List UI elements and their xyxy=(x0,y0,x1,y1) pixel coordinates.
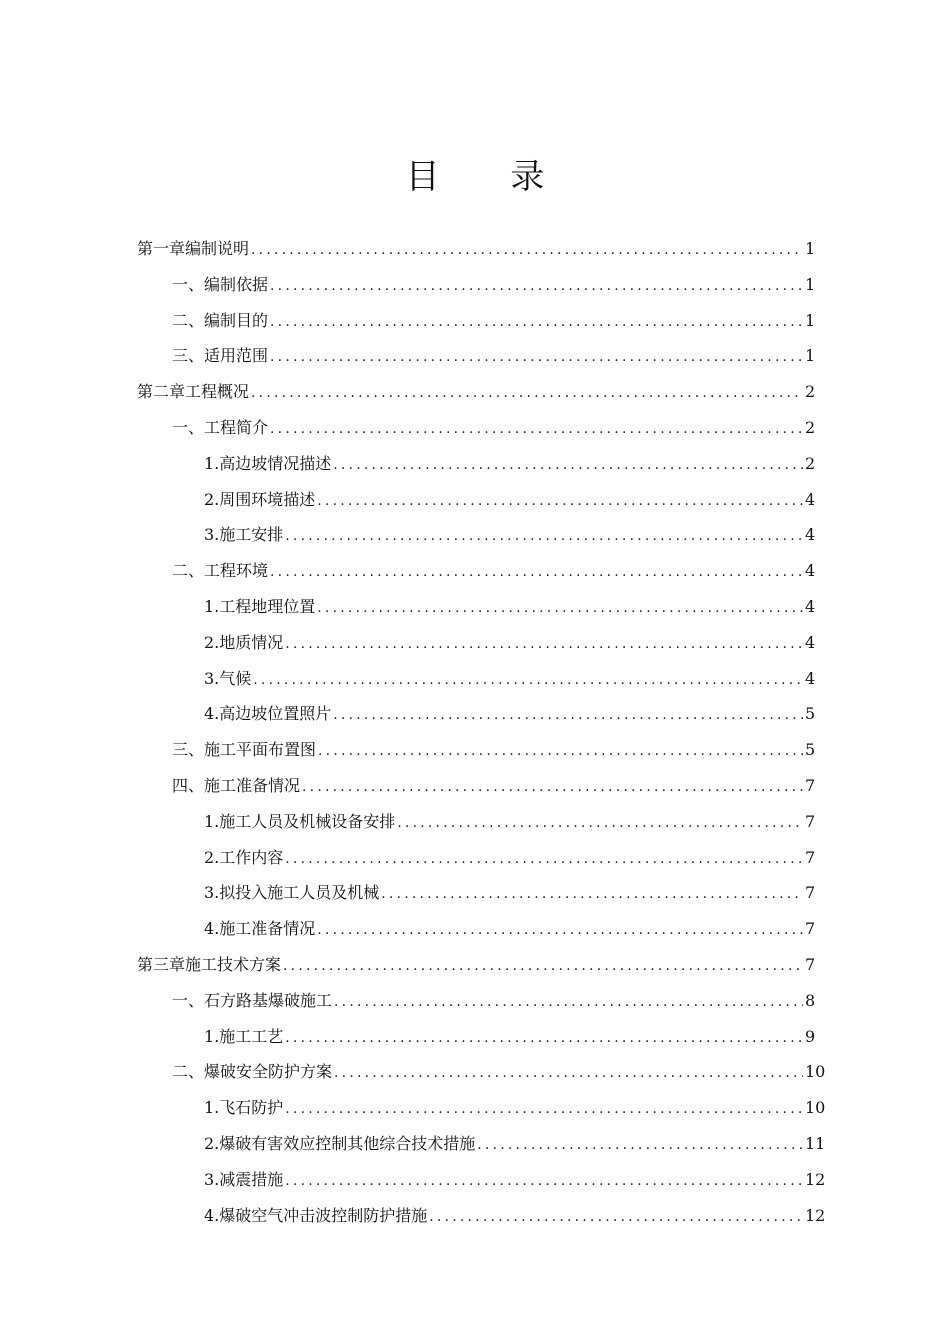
toc-dot-leader xyxy=(318,733,803,769)
toc-entry-number: 4. xyxy=(204,704,220,724)
toc-page-number: 4 xyxy=(805,561,816,581)
toc-page-number: 1 xyxy=(805,346,816,366)
toc-dot-leader xyxy=(251,375,803,411)
toc-dot-leader xyxy=(333,447,803,483)
toc-entry-number: 2. xyxy=(204,1134,220,1153)
toc-entry[interactable] xyxy=(204,589,815,625)
toc-entry-label: 高边坡位置照片 xyxy=(219,704,332,724)
toc-entry-number: 4. xyxy=(204,1205,220,1225)
toc-entry-number: 3. xyxy=(204,668,220,688)
toc-entry[interactable] xyxy=(204,696,815,732)
toc-entry-label: 编制目的 xyxy=(204,310,269,330)
toc-entry-number: 2. xyxy=(204,632,220,652)
toc-entry-number: 三、 xyxy=(172,346,205,366)
toc-dot-leader xyxy=(270,268,803,304)
toc-page-number: 2 xyxy=(805,382,816,402)
toc-entry[interactable] xyxy=(172,768,815,804)
toc-entry[interactable] xyxy=(204,625,815,661)
toc-entry[interactable] xyxy=(172,983,815,1019)
toc-entry-label: 爆破空气冲击波控制防护措施 xyxy=(219,1205,428,1225)
toc-page-number: 7 xyxy=(805,883,816,903)
toc-page-number: 4 xyxy=(805,597,816,616)
toc-entry-number: 2. xyxy=(204,489,220,509)
toc-dot-leader xyxy=(302,769,803,805)
toc-dot-leader xyxy=(285,841,803,877)
toc-entry[interactable] xyxy=(204,911,815,947)
toc-entry[interactable] xyxy=(137,947,815,983)
toc-entry-label: 工程简介 xyxy=(204,418,269,437)
toc-entry-number: 3. xyxy=(204,883,220,903)
toc-entry[interactable] xyxy=(172,267,815,303)
toc-entry-label: 施工准备情况 xyxy=(204,776,301,795)
toc-dot-leader xyxy=(317,912,803,948)
toc-page-number: 1 xyxy=(805,310,816,330)
toc-title: 目 录 xyxy=(405,157,575,197)
toc-entry[interactable] xyxy=(204,661,815,697)
toc-page-number: 4 xyxy=(805,668,816,688)
toc-entry[interactable] xyxy=(204,875,815,911)
toc-entry-label: 施工准备情况 xyxy=(219,919,316,939)
toc-page-number: 7 xyxy=(805,776,816,795)
toc-entry-label: 高边坡情况描述 xyxy=(219,453,332,473)
toc-page-number: 7 xyxy=(805,919,816,939)
toc-entry-label: 施工平面布置图 xyxy=(204,740,317,760)
toc-entry-number: 3. xyxy=(204,525,220,545)
toc-page-number: 1 xyxy=(805,239,816,258)
toc-entry-number: 3. xyxy=(204,1169,220,1189)
toc-entry-label: 石方路基爆破施工 xyxy=(204,990,333,1010)
toc-page-number: 7 xyxy=(805,847,816,867)
toc-entry-label: 工程环境 xyxy=(204,561,269,581)
toc-entry[interactable] xyxy=(172,303,815,339)
toc-page-number: 8 xyxy=(805,990,816,1010)
toc-dot-leader xyxy=(285,1091,803,1127)
toc-entry-label: 施工技术方案 xyxy=(185,955,282,974)
toc-entry-label: 飞石防护 xyxy=(219,1098,284,1118)
toc-entry-number: 4. xyxy=(204,919,220,939)
toc-entry[interactable] xyxy=(204,840,815,876)
toc-entry-label: 工作内容 xyxy=(219,847,284,867)
toc-entry[interactable] xyxy=(172,410,815,446)
toc-dot-leader xyxy=(270,339,803,375)
toc-entry[interactable] xyxy=(137,374,815,410)
toc-dot-leader xyxy=(397,805,803,841)
toc-entry-label: 拟投入施工人员及机械 xyxy=(219,883,380,903)
toc-entry-number: 1. xyxy=(204,453,220,473)
toc-entry-label: 编制依据 xyxy=(204,274,269,294)
toc-entry-number: 一、 xyxy=(172,990,205,1010)
toc-entry-number: 二、 xyxy=(172,1062,205,1082)
toc-entry-label: 工程地理位置 xyxy=(219,597,316,616)
toc-page-number: 7 xyxy=(805,811,816,831)
toc-page-number: 4 xyxy=(805,632,816,652)
toc-entry-label: 爆破有害效应控制其他综合技术措施 xyxy=(219,1134,476,1153)
toc-entry[interactable] xyxy=(204,1162,826,1198)
toc-dot-leader xyxy=(317,590,803,626)
toc-entry-label: 编制说明 xyxy=(185,239,250,258)
toc-chapter-number: 第三章 xyxy=(137,955,186,974)
toc-dot-leader xyxy=(251,232,803,268)
toc-dot-leader xyxy=(333,697,803,733)
toc-entry[interactable] xyxy=(204,482,815,518)
toc-dot-leader xyxy=(334,1055,803,1091)
toc-entry[interactable] xyxy=(172,338,815,374)
toc-entry[interactable] xyxy=(137,231,815,267)
toc-dot-leader xyxy=(283,948,803,984)
toc-dot-leader xyxy=(317,483,803,519)
toc-entry[interactable] xyxy=(204,446,815,482)
toc-entry-label: 施工安排 xyxy=(219,525,284,545)
toc-page-number: 7 xyxy=(805,955,816,974)
toc-entry-number: 四、 xyxy=(172,776,205,795)
toc-page-number: 5 xyxy=(805,740,816,760)
toc-page-number: 9 xyxy=(805,1026,816,1046)
toc-entry-number: 1. xyxy=(204,811,220,831)
toc-dot-leader xyxy=(285,626,803,662)
toc-dot-leader xyxy=(270,554,803,590)
toc-entry-number: 1. xyxy=(204,597,220,616)
toc-entry-label: 地质情况 xyxy=(219,632,284,652)
toc-entry[interactable] xyxy=(172,1054,826,1090)
toc-dot-leader xyxy=(285,518,803,554)
toc-entry-label: 气候 xyxy=(219,668,252,688)
toc-entry[interactable] xyxy=(204,1019,815,1055)
toc-dot-leader xyxy=(253,662,803,698)
toc-page-number: 10 xyxy=(805,1062,826,1082)
toc-page-number: 4 xyxy=(805,489,816,509)
toc-chapter-number: 第一章 xyxy=(137,239,186,258)
toc-dot-leader xyxy=(381,876,803,912)
toc-entry[interactable] xyxy=(204,804,815,840)
toc-page-number: 2 xyxy=(805,418,816,437)
toc-entry-label: 周围环境描述 xyxy=(219,489,316,509)
toc-page-number: 2 xyxy=(805,453,816,473)
toc-entry-label: 施工工艺 xyxy=(219,1026,284,1046)
toc-page-number: 4 xyxy=(805,525,816,545)
toc-dot-leader xyxy=(270,411,803,447)
toc-entry-number: 二、 xyxy=(172,561,205,581)
toc-entry-number: 1. xyxy=(204,1098,220,1118)
toc-entry-label: 减震措施 xyxy=(219,1169,284,1189)
toc-entry-label: 工程概况 xyxy=(185,382,250,402)
toc-page-number: 1 xyxy=(805,274,816,294)
toc-entry-label: 施工人员及机械设备安排 xyxy=(219,811,396,831)
toc-chapter-number: 第二章 xyxy=(137,382,186,402)
toc-entry[interactable] xyxy=(204,1198,826,1234)
toc-entry[interactable] xyxy=(172,732,815,768)
toc-page-number: 12 xyxy=(805,1205,826,1225)
toc-entry-label: 适用范围 xyxy=(204,346,269,366)
toc-dot-leader xyxy=(270,304,803,340)
toc-page-number: 5 xyxy=(805,704,816,724)
toc-entry-number: 1. xyxy=(204,1026,220,1046)
toc-dot-leader xyxy=(477,1127,803,1163)
toc-dot-leader xyxy=(334,984,803,1020)
toc-entry[interactable] xyxy=(204,1126,826,1162)
toc-entry[interactable] xyxy=(204,517,815,553)
toc-page-number: 11 xyxy=(805,1134,826,1153)
toc-entry-number: 一、 xyxy=(172,418,205,437)
toc-entry-label: 爆破安全防护方案 xyxy=(204,1062,333,1082)
toc-page-number: 10 xyxy=(805,1098,826,1118)
toc-entry[interactable] xyxy=(204,1090,826,1126)
toc-entry[interactable] xyxy=(172,553,815,589)
toc-dot-leader xyxy=(285,1163,803,1199)
toc-dot-leader xyxy=(285,1020,803,1056)
toc-entry-number: 三、 xyxy=(172,740,205,760)
toc-dot-leader xyxy=(429,1199,803,1235)
toc-entry-number: 一、 xyxy=(172,274,205,294)
toc-entry-number: 2. xyxy=(204,847,220,867)
toc-page-number: 12 xyxy=(805,1169,826,1189)
toc-entry-number: 二、 xyxy=(172,310,205,330)
